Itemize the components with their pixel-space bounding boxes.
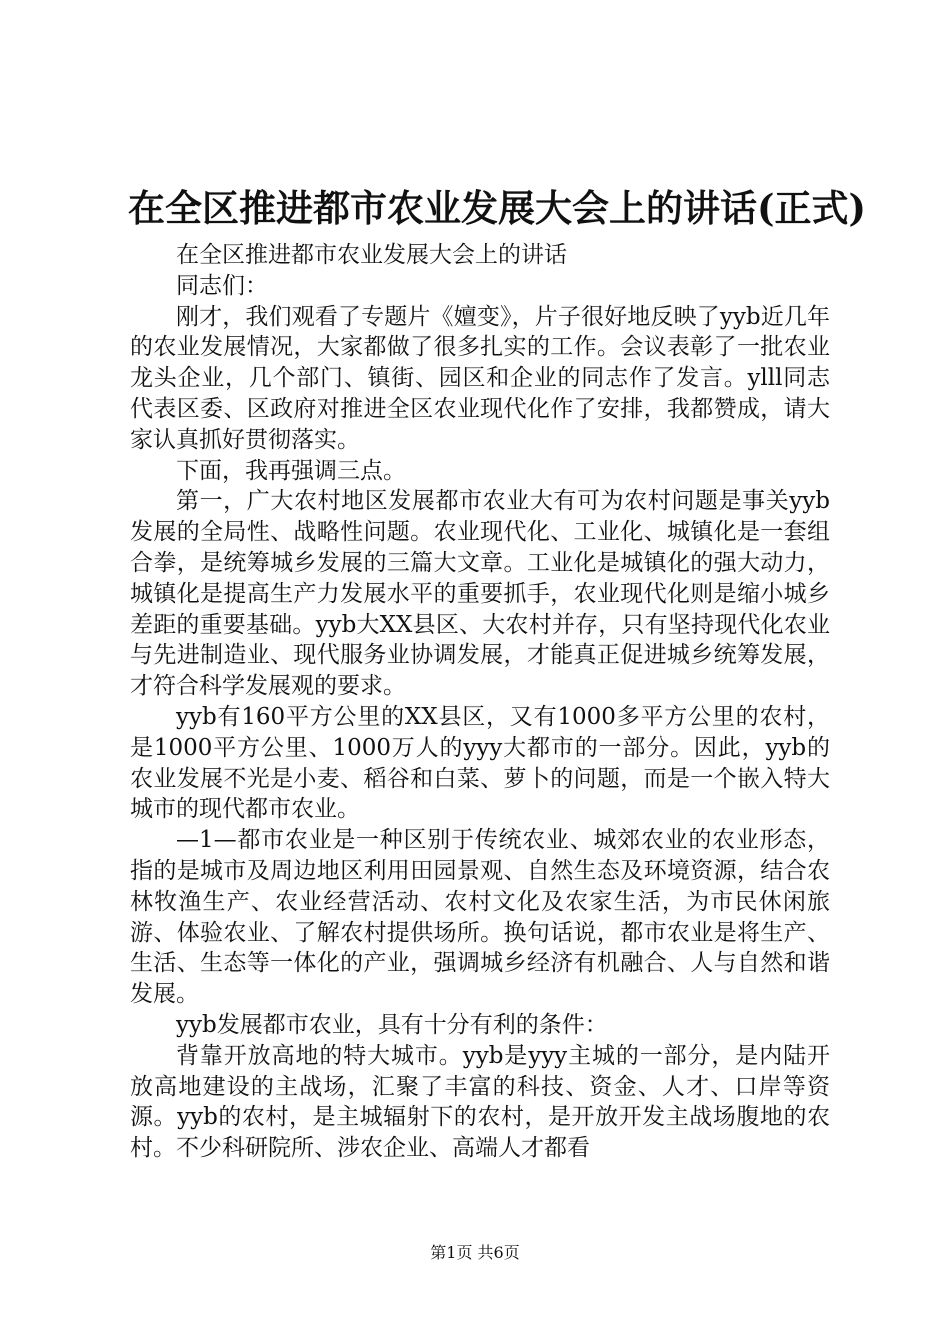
document-body	[130, 240, 830, 1164]
paragraph: 背靠开放高地的特大城市。yyb是yyy主城的一部分，是内陆开放高地建设的主战场，汇聚了丰富的科技、资金、人才、口岸等资源。yyb的农村，是主城辐射下的农村，是开放开发主战场腹地的农村。不少科研院所、涉农企业、高端人才都看	[130, 1042, 830, 1162]
paragraph: —1—都市农业是一种区别于传统农业、城郊农业的农业形态，指的是城市及周边地区利用田园景观、自然生态及环境资源，结合农林牧渔生产、农业经营活动、农村文化及农家生活，为市民休闲旅游、体验农业、了解农村提供场所。换句话说，都市农业是将生产、生活、生态等一体化的产业，强调城乡经济有机融合、人与自然和谐发展。	[130, 827, 830, 1008]
paragraph-salutation: 同志们：	[176, 272, 268, 299]
page-number-footer: 第1页 共6页	[430, 1243, 520, 1262]
paragraph: yyb有160平方公里的XX县区，又有1000多平方公里的农村，是1000平方公里、1000万人的yyy大都市的一部分。因此，yyb的农业发展不光是小麦、稻谷和白菜、萝卜的问题，而是一个嵌入特大城市的现代都市农业。	[130, 703, 830, 823]
paragraph: yyb发展都市农业，具有十分有利的条件：	[176, 1011, 608, 1038]
paragraph: 下面，我再强调三点。	[176, 457, 406, 484]
paragraph: 刚才，我们观看了专题片《嬗变》，片子很好地反映了yyb近几年的农业发展情况，大家都做了很多扎实的工作。会议表彰了一批农业龙头企业，几个部门、镇街、园区和企业的同志作了发言。ylll同志代表区委、区政府对推进全区农业现代化作了安排，我都赞成，请大家认真抓好贯彻落实。	[130, 303, 830, 453]
document-title: 在全区推进都市农业发展大会上的讲话(正式)	[128, 186, 867, 230]
paragraph: 第一，广大农村地区发展都市农业大有可为农村问题是事关yyb发展的全局性、战略性问题。农业现代化、工业化、城镇化是一套组合拳，是统筹城乡发展的三篇大文章。工业化是城镇化的强大动力，城镇化是提高生产力发展水平的重要抓手，农业现代化则是缩小城乡差距的重要基础。yyb大XX县区、大农村并存，只有坚持现代化农业与先进制造业、现代服务业协调发展，才能真正促进城乡统筹发展，才符合科学发展观的要求。	[130, 488, 830, 700]
paragraph-subtitle: 在全区推进都市农业发展大会上的讲话	[176, 242, 567, 268]
